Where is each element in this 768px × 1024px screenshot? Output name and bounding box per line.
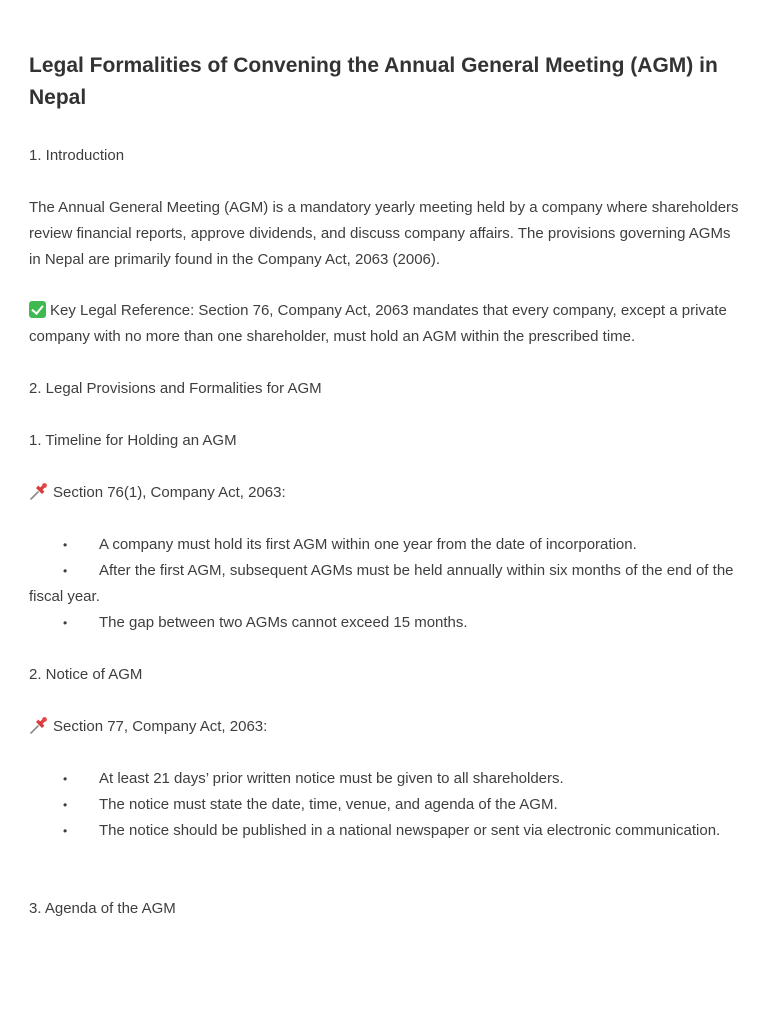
list-item-text: The notice must state the date, time, venue, and agenda of the AGM. <box>99 796 558 813</box>
bullet: • <box>63 772 68 786</box>
key-reference-text: Key Legal Reference: Section 76, Company Act, 2063 mandates that every company, except a private company with no more than one shareholder, must hold an AGM within the prescribed time. <box>29 302 727 345</box>
list-item <box>29 610 741 636</box>
pushpin-icon <box>29 482 49 500</box>
list-item-text: The notice should be published in a national newspaper or sent via electronic communication. <box>99 822 721 839</box>
timeline-reference-text: Section 76(1), Company Act, 2063: <box>53 484 286 501</box>
notice-reference <box>29 714 741 740</box>
check-mark-icon <box>29 301 46 318</box>
bullet: • <box>63 798 68 812</box>
document-title: Legal Formalities of Convening the Annual General Meeting (AGM) in Nepal <box>29 54 718 109</box>
list-item-text: A company must hold its first AGM within one year from the date of incorporation. <box>99 536 637 553</box>
notice-heading: 2. Notice of AGM <box>29 666 143 683</box>
bullet: • <box>63 538 68 552</box>
key-reference-paragraph <box>29 298 741 350</box>
list-item-text: At least 21 days’ prior written notice must be given to all shareholders. <box>99 770 564 787</box>
list-item <box>29 532 741 558</box>
notice-reference-text: Section 77, Company Act, 2063: <box>53 718 268 735</box>
bullet: • <box>63 824 68 838</box>
bullet: • <box>63 616 68 630</box>
list-item-text: The gap between two AGMs cannot exceed 15 months. <box>99 614 468 631</box>
agenda-heading: 3. Agenda of the AGM <box>29 900 176 917</box>
list-item <box>29 766 741 792</box>
intro-paragraph: The Annual General Meeting (AGM) is a mandatory yearly meeting held by a company where shareholders review financial reports, approve dividends, and discuss company affairs. The provisions governing AGMs in Nepal are primarily found in the Company Act, 2063 (2006). <box>29 199 739 268</box>
list-item <box>29 818 741 844</box>
list-item <box>29 558 741 610</box>
timeline-heading: 1. Timeline for Holding an AGM <box>29 432 237 449</box>
intro-heading: 1. Introduction <box>29 147 125 164</box>
timeline-reference <box>29 480 741 506</box>
section2-heading: 2. Legal Provisions and Formalities for AGM <box>29 380 322 397</box>
pushpin-icon <box>29 716 49 734</box>
list-item-text: After the first AGM, subsequent AGMs must be held annually within six months of the end of the fiscal year. <box>29 562 734 605</box>
list-item <box>29 792 741 818</box>
bullet: • <box>63 564 68 578</box>
